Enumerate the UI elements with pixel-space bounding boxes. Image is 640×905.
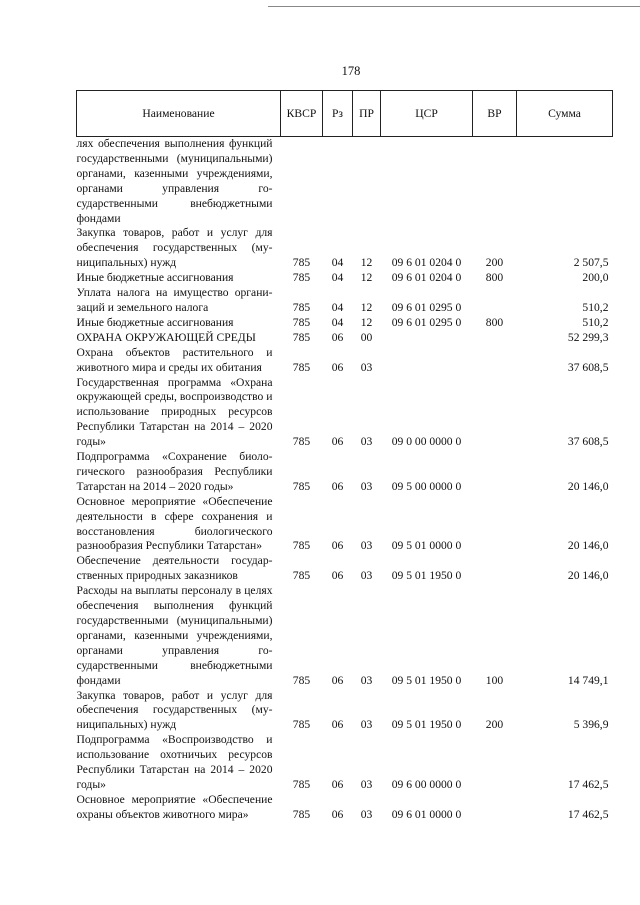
cell-vr — [473, 286, 517, 316]
cell-sum: 20 146,0 — [567, 479, 609, 493]
cell-kvsr: 785 — [292, 271, 311, 285]
cell-kvsr: 785 — [292, 673, 311, 687]
cell-pr: 03 — [360, 435, 373, 449]
cell-rz — [323, 137, 353, 227]
cell-kvsr: 785 — [292, 807, 311, 821]
cell-vr — [473, 346, 517, 376]
cell-vr: 200 — [485, 718, 504, 732]
table-row — [77, 137, 613, 227]
cell-kvsr: 785 — [292, 315, 311, 329]
cell-name: Государственная программа «Охрана окружающей среды, воспроизводство и использование природных ресурсов Республики Татарстан на 2014 – 2020 годы» — [76, 375, 273, 449]
top-rule — [268, 6, 640, 7]
cell-vr: 800 — [485, 271, 504, 285]
table-row — [77, 286, 613, 316]
cell-sum: 37 608,5 — [567, 435, 609, 449]
cell-kvsr — [281, 137, 323, 227]
table-row — [77, 495, 613, 555]
header-name: Наименование — [77, 91, 281, 137]
cell-csr: 09 5 00 0000 0 — [391, 479, 462, 493]
cell-sum: 510,2 — [582, 315, 609, 329]
table-row — [77, 226, 613, 271]
cell-name: Охрана объектов растительного и животного мира и среды их обитания — [76, 345, 273, 374]
cell-pr: 12 — [360, 300, 373, 314]
cell-rz: 06 — [331, 807, 344, 821]
cell-csr: 09 5 01 0000 0 — [391, 539, 462, 553]
cell-rz: 06 — [331, 718, 344, 732]
cell-pr: 12 — [360, 256, 373, 270]
cell-rz: 06 — [331, 569, 344, 583]
cell-rz: 06 — [331, 539, 344, 553]
cell-name: ОХРАНА ОКРУЖАЮЩЕЙ СРЕДЫ — [76, 330, 256, 344]
header-vr: ВР — [473, 91, 517, 137]
header-sum: Сумма — [517, 91, 613, 137]
cell-sum: 37 608,5 — [567, 360, 609, 374]
cell-pr: 03 — [360, 479, 373, 493]
header-kvsr: КВСР — [281, 91, 323, 137]
cell-name: лях обеспечения выполнения функций государственными (муниципальными) органами, казенными учреждениями, органами управления государственными внебюджетными фондами — [76, 137, 273, 225]
table-row — [77, 793, 613, 823]
cell-rz: 04 — [331, 300, 344, 314]
cell-csr: 09 5 01 1950 0 — [391, 569, 462, 583]
table-header-row — [77, 91, 613, 137]
cell-rz: 04 — [331, 256, 344, 270]
cell-sum: 17 462,5 — [567, 777, 609, 791]
cell-pr — [353, 137, 381, 227]
cell-csr: 09 6 01 0295 0 — [391, 300, 462, 314]
cell-csr: 09 6 01 0204 0 — [391, 256, 462, 270]
cell-kvsr: 785 — [292, 330, 311, 344]
cell-rz: 04 — [331, 315, 344, 329]
cell-vr — [473, 137, 517, 227]
cell-rz: 04 — [331, 271, 344, 285]
cell-name: Подпрограмма «Воспроизводство и использование охотничьих ресурсов Республики Татарстан на 2014 – 2020 годы» — [76, 733, 273, 791]
cell-rz: 06 — [331, 479, 344, 493]
table-row — [77, 733, 613, 793]
cell-name: Иные бюджетные ассигнования — [76, 271, 234, 285]
cell-kvsr: 785 — [292, 569, 311, 583]
table-row — [77, 376, 613, 451]
cell-sum: 200,0 — [582, 271, 609, 285]
table-row — [77, 689, 613, 734]
cell-name: Закупка товаров, работ и услуг для обеспечения государственных (муниципальных) нужд — [76, 688, 273, 732]
cell-kvsr: 785 — [292, 435, 311, 449]
cell-kvsr: 785 — [292, 300, 311, 314]
table-row — [77, 584, 613, 688]
cell-vr — [473, 331, 517, 346]
cell-vr — [473, 793, 517, 823]
cell-csr — [381, 331, 473, 346]
cell-csr: 09 6 01 0295 0 — [391, 315, 462, 329]
cell-pr: 12 — [360, 271, 373, 285]
cell-csr: 09 6 00 0000 0 — [391, 777, 462, 791]
cell-vr — [473, 554, 517, 584]
cell-sum: 20 146,0 — [567, 539, 609, 553]
table-row — [77, 346, 613, 376]
table-row — [77, 450, 613, 495]
cell-vr — [473, 495, 517, 555]
cell-name: Обеспечение деятельности государственных природных заказников — [76, 554, 273, 583]
cell-csr — [381, 346, 473, 376]
cell-pr: 03 — [360, 539, 373, 553]
cell-name: Основное мероприятие «Обеспечение охраны объектов животного мира» — [76, 792, 273, 821]
cell-vr — [473, 450, 517, 495]
header-rz: Рз — [323, 91, 353, 137]
cell-sum — [517, 137, 613, 227]
cell-csr: 09 5 01 1950 0 — [391, 673, 462, 687]
cell-name: Закупка товаров, работ и услуг для обеспечения государственных (муниципальных) нужд — [76, 226, 273, 270]
table-row — [77, 331, 613, 346]
cell-name: Иные бюджетные ассигнования — [76, 315, 234, 329]
cell-csr — [381, 137, 473, 227]
cell-pr: 03 — [360, 360, 373, 374]
cell-name: Подпрограмма «Сохранение биологического разнообразия Республики Татарстан на 2014 – 2020 годы» — [76, 450, 273, 493]
cell-rz: 06 — [331, 360, 344, 374]
cell-name: Основное мероприятие «Обеспечение деятельности в сфере сохранения и восстановления биологического разнообразия Республики Татарстан» — [76, 494, 273, 553]
cell-sum: 2 507,5 — [573, 256, 609, 270]
cell-sum: 20 146,0 — [567, 569, 609, 583]
cell-name: Расходы на выплаты персоналу в целях обеспечения выполнения функций государственными (муниципальными) органами, казенными учреждениями, органами управления государственными внебюджетными фондами — [76, 584, 273, 687]
page-number: 178 — [341, 64, 361, 78]
cell-kvsr: 785 — [292, 256, 311, 270]
cell-sum: 17 462,5 — [567, 807, 609, 821]
cell-name: Уплата налога на имущество организаций и земельного налога — [76, 286, 273, 314]
cell-kvsr: 785 — [292, 777, 311, 791]
header-csr: ЦСР — [381, 91, 473, 137]
cell-rz: 06 — [331, 673, 344, 687]
cell-sum: 5 396,9 — [573, 718, 609, 732]
cell-rz: 06 — [331, 435, 344, 449]
header-pr: ПР — [353, 91, 381, 137]
cell-csr: 09 6 01 0204 0 — [391, 271, 462, 285]
cell-sum: 14 749,1 — [567, 673, 609, 687]
cell-rz: 06 — [331, 330, 344, 344]
cell-sum: 52 299,3 — [567, 330, 609, 344]
table-row — [77, 271, 613, 286]
cell-vr: 100 — [485, 673, 504, 687]
cell-sum: 510,2 — [582, 300, 609, 314]
cell-kvsr: 785 — [292, 360, 311, 374]
table-row — [77, 316, 613, 331]
budget-table — [76, 90, 613, 823]
cell-pr: 03 — [360, 673, 373, 687]
cell-pr: 03 — [360, 718, 373, 732]
cell-csr: 09 0 00 0000 0 — [391, 435, 462, 449]
cell-csr: 09 6 01 0000 0 — [391, 807, 462, 821]
table-row — [77, 554, 613, 584]
cell-pr: 00 — [360, 330, 373, 344]
cell-pr: 03 — [360, 777, 373, 791]
cell-vr: 800 — [485, 315, 504, 329]
cell-kvsr: 785 — [292, 718, 311, 732]
cell-pr: 03 — [360, 807, 373, 821]
cell-pr: 03 — [360, 569, 373, 583]
cell-vr — [473, 733, 517, 793]
cell-pr: 12 — [360, 315, 373, 329]
cell-vr: 200 — [485, 256, 504, 270]
cell-kvsr: 785 — [292, 479, 311, 493]
cell-rz: 06 — [331, 777, 344, 791]
cell-vr — [473, 376, 517, 451]
cell-kvsr: 785 — [292, 539, 311, 553]
cell-csr: 09 5 01 1950 0 — [391, 718, 462, 732]
